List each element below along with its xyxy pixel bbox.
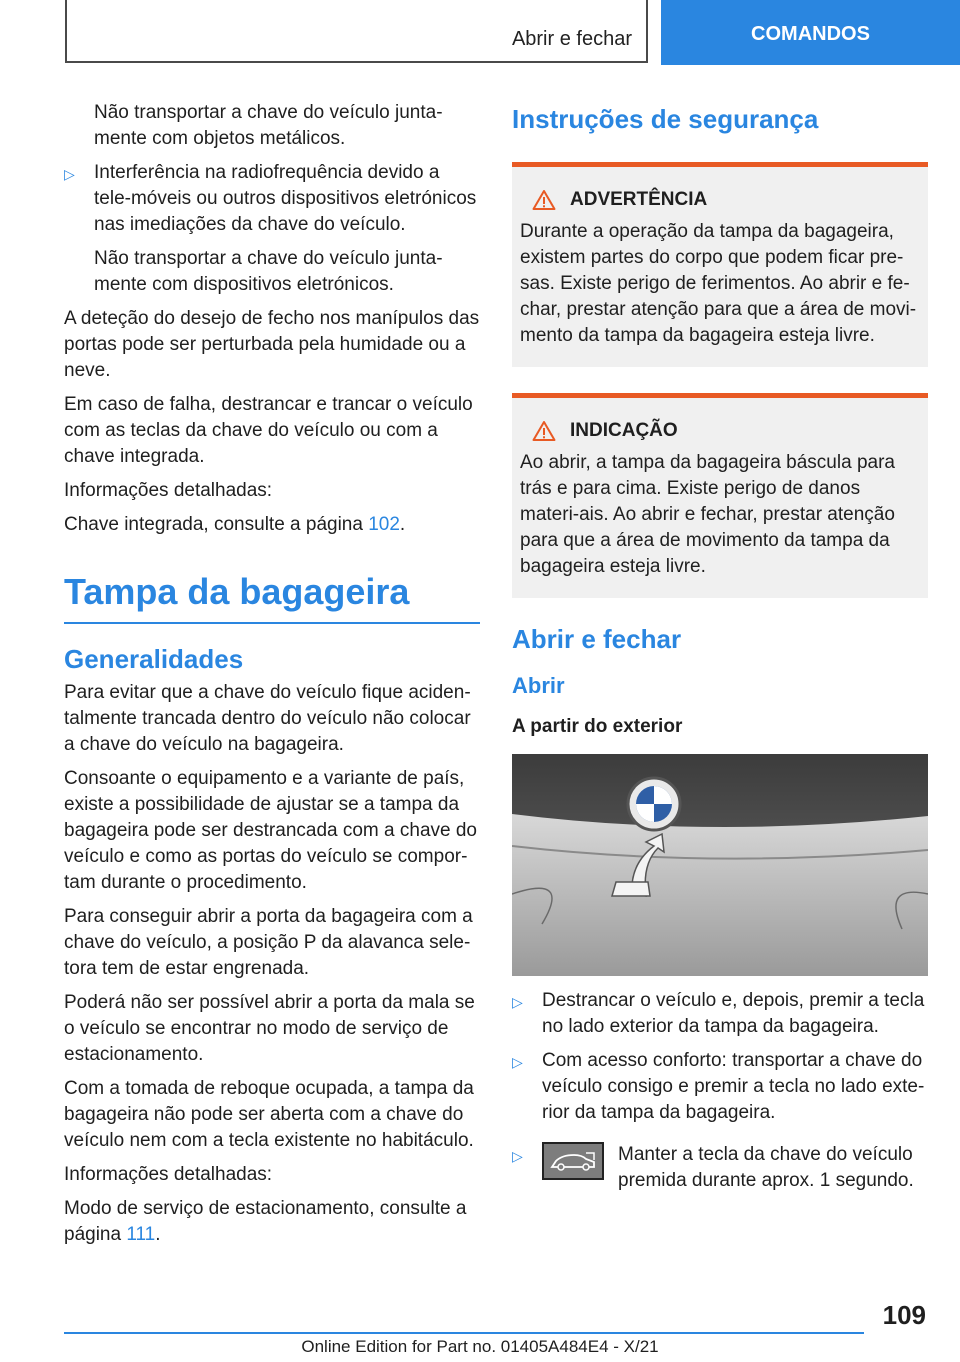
warning-triangle-icon — [532, 420, 556, 442]
paragraph: Para evitar que a chave do veículo fique aciden-talmente trancada dentro do veículo não colocar a chave do veículo na bagageira. — [64, 682, 471, 755]
note-heading — [532, 418, 920, 444]
trunk-key-icon — [542, 1142, 604, 1180]
punctuation: . — [399, 514, 406, 535]
bullet-triangle-icon: ▷ — [512, 1148, 523, 1164]
warning-triangle-icon — [532, 189, 556, 211]
list-item-text: Destrancar o veículo e, depois, premir a tecla no lado exterior da tampa da bagageira. — [542, 990, 925, 1037]
paragraph: Para conseguir abrir a porta da bagageira com a chave do veículo, a posição P da alavanca sele-tora tem de estar engrenada. — [64, 906, 473, 979]
list-item — [512, 1048, 928, 1126]
header-chapter-tab: COMANDOS — [661, 0, 960, 65]
paragraph-heading: A partir do exterior — [512, 716, 683, 737]
paragraph-text: Chave integrada, consulte a página — [64, 514, 369, 535]
bullet-triangle-icon: ▷ — [64, 166, 75, 182]
safety-title: Instruções de segurança — [512, 104, 819, 134]
header-box — [65, 0, 648, 63]
warning-box — [512, 162, 928, 367]
warning-text: Durante a operação da tampa da bagageira, existem partes do corpo que podem ficar pre-sas. Existe perigo de ferimentos. Ao abrir e fe-char, prestar atenção para que a área de movi-mento da tampa da bagageira esteja livre. — [520, 221, 917, 346]
footer-divider — [64, 1332, 864, 1334]
paragraph: Não transportar a chave do veículo junta-mente com dispositivos eletrónicos. — [94, 248, 443, 295]
list-item-text: Manter a tecla da chave do veículo premida durante aprox. 1 segundo. — [618, 1144, 914, 1191]
footer-edition: Online Edition for Part no. 01405A484E4 - X/21 — [301, 1337, 659, 1356]
header-section-title: Abrir e fechar — [511, 28, 632, 50]
note-text: Ao abrir, a tampa da bagageira báscula para trás e para cima. Existe perigo de danos materi-ais. Ao abrir e fechar, prestar atenção para que a área de movimento da tampa da bagageira esteja livre. — [520, 452, 895, 577]
note-box — [512, 393, 928, 598]
section-title: Tampa da bagageira — [64, 572, 480, 624]
paragraph: Informações detalhadas: — [64, 480, 273, 501]
subsection-title: Generalidades — [64, 644, 244, 674]
page-number: 109 — [882, 1300, 926, 1330]
subsection-title: Abrir e fechar — [512, 624, 682, 654]
paragraph: A deteção do desejo de fecho nos manípulos das portas pode ser perturbada pela humidade ou a neve. — [64, 308, 480, 381]
page-link[interactable]: 111 — [126, 1224, 156, 1245]
left-column — [64, 100, 480, 1256]
bullet-triangle-icon: ▷ — [512, 1054, 523, 1070]
warning-heading — [532, 187, 920, 213]
paragraph — [64, 1196, 480, 1248]
paragraph: Em caso de falha, destrancar e trancar o veículo com as teclas da chave do veículo ou com a chave integrada. — [64, 394, 473, 467]
paragraph: Poderá não ser possível abrir a porta da mala se o veículo se encontrar no modo de serviço de estacionamento. — [64, 992, 475, 1065]
paragraph: Informações detalhadas: — [64, 1164, 273, 1185]
trunk-button-illustration — [512, 754, 928, 976]
paragraph: Consoante o equipamento e a variante de país, existe a possibilidade de ajustar se a tampa da bagageira pode ser destrancada com a chave do veículo e como as portas do veículo se compor-tam durante o procedimento. — [64, 768, 477, 893]
bullet-triangle-icon: ▷ — [512, 994, 523, 1010]
trunk-illustration-svg — [512, 754, 928, 976]
list-item — [64, 160, 480, 238]
paragraph — [64, 512, 480, 538]
paragraph: Não transportar a chave do veículo junta-mente com objetos metálicos. — [94, 102, 443, 149]
paragraph-text: Modo de serviço de estacionamento, consulte a página — [64, 1198, 467, 1245]
spacer — [512, 379, 928, 393]
list-item — [512, 988, 928, 1040]
subsubsection-title: Abrir — [512, 673, 565, 698]
list-item-text: Interferência na radiofrequência devido a tele-móveis ou outros dispositivos eletrónicos nas imediações da chave do veículo. — [94, 162, 477, 235]
punctuation: . — [155, 1224, 161, 1245]
right-column — [512, 100, 928, 1202]
list-item-text: Com acesso conforto: transportar a chave do veículo consigo e premir a tecla no lado exte-rior da tampa da bagageira. — [542, 1050, 925, 1123]
page-link[interactable]: 102 — [368, 514, 400, 535]
list-item — [512, 1142, 928, 1194]
note-title: INDICAÇÃO — [570, 420, 678, 441]
warning-title: ADVERTÊNCIA — [570, 189, 708, 210]
paragraph: Com a tomada de reboque ocupada, a tampa da bagageira não pode ser aberta com a chave do veículo nem com a tecla existente no habitáculo. — [64, 1078, 474, 1151]
